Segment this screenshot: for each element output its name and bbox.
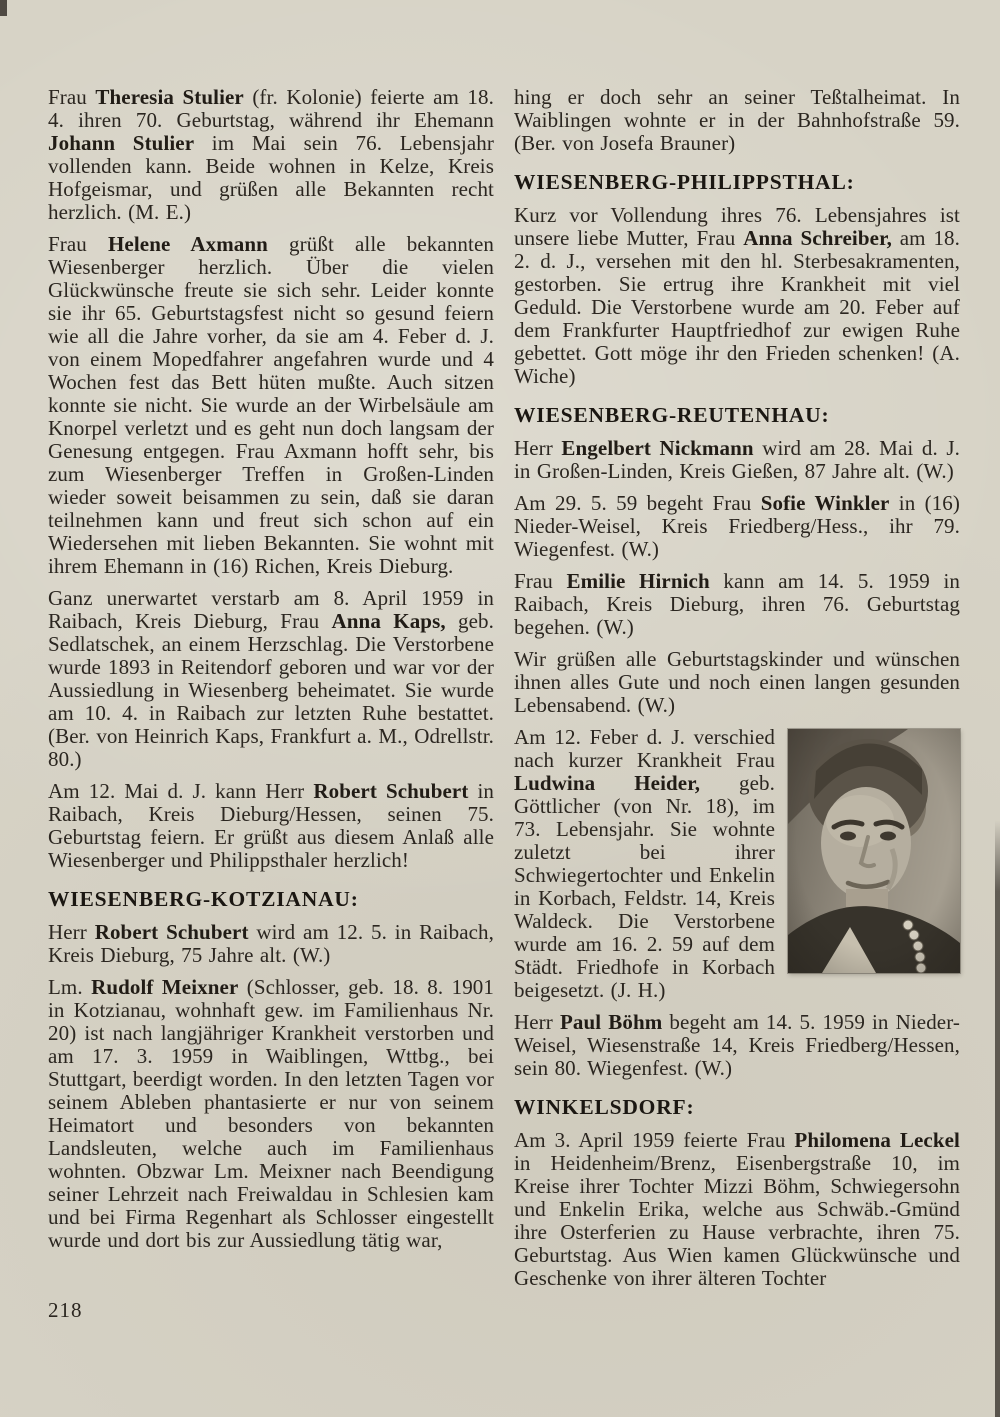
person-name: Paul Böhm [559, 1010, 663, 1034]
article-paragraph [514, 1129, 960, 1290]
text-run: in Raibach, Kreis Dieburg/Hessen, seinen 75. Geburtstag feiern. Er grüßt aus diesem Anlaß alle Wiesenberger und Philippsthaler herzlich! [48, 779, 494, 872]
text-run: in (16) Nieder-Weisel, Kreis Friedberg/Hess., ihr 79. Wiegenfest. (W.) [514, 491, 960, 561]
person-name: Anna Schreiber, [743, 226, 892, 250]
article-paragraph [48, 976, 494, 1252]
page-number: 218 [48, 1298, 83, 1322]
text-run: Kurz vor Vollendung ihres 76. Lebensjahres ist unsere liebe Mutter, Frau [514, 203, 960, 250]
text-run: kann am 14. 5. 1959 in Raibach, Kreis Dieburg, ihren 76. Geburtstag begehen. (W.) [514, 569, 960, 639]
person-name: Johann Stulier [48, 131, 195, 155]
person-name: Robert Schubert [94, 920, 249, 944]
section-heading: WINKELSDORF: [514, 1095, 695, 1119]
text-run: Ganz unerwartet verstarb am 8. April 1959 in Raibach, Kreis Dieburg, Frau [48, 586, 494, 633]
person-name: Theresia Stulier [95, 85, 244, 109]
section-heading: WIESENBERG-KOTZIANAU: [48, 887, 359, 911]
article-paragraph [48, 233, 494, 578]
text-run: am 18. 2. d. J., versehen mit den hl. Sterbesakramenten, gestorben. Sie ertrug ihre Krankheit mit viel Geduld. Die Verstorbene wurde am 20. Feber auf dem Frankfurter Hauptfriedhof zur ewigen Ruhe gebettet. Gott möge ihr den Frieden schenken! (A. Wiche) [514, 226, 961, 388]
text-run: Frau [48, 85, 96, 109]
article-paragraph [48, 780, 494, 872]
person-name: Rudolf Meixner [91, 975, 239, 999]
article-paragraph [514, 570, 960, 639]
person-name: Philomena Leckel [794, 1128, 960, 1152]
text-run: (Schlosser, geb. 18. 8. 1901 in Kotzianau, wohnhaft gew. im Familienhaus Nr. 20) ist nach langjähriger Krankheit verstorben und am 17. 3. 1959 in Waiblingen, Wttbg., bei Stuttgart, beerdigt worden. In den letzten Tagen vor seinem Ableben phantasierte er nur von seinem Heimatort und besonders von bekannten Landsleuten, welche auch im Familienhaus wohnten. Obzwar Lm. Meixner nach Beendigung seiner Lehrzeit nach Freiwaldau in Schlesien kam und bei Firma Regenhart als Schlosser eingestellt wurde und dort bis zur Aussiedlung tätig war, [48, 975, 494, 1252]
portrait-photo [788, 729, 960, 973]
person-name: Helene Axmann [108, 232, 268, 256]
section-heading: WIESENBERG-REUTENHAU: [514, 403, 830, 427]
scan-artifact-corner [0, 0, 7, 16]
text-run: wird am 12. 5. in Raibach, Kreis Dieburg, 75 Jahre alt. (W.) [48, 920, 494, 967]
text-run: Frau [48, 232, 108, 256]
text-run: begeht am 14. 5. 1959 in Nieder-Weisel, Wiesenstraße 14, Kreis Friedberg/Hessen, sein 80. Wiegenfest. (W.) [514, 1010, 960, 1080]
text-run: Am 12. Feber d. J. verschied nach kurzer Krankheit Frau [514, 725, 775, 772]
text-run: Am 29. 5. 59 begeht Frau [514, 491, 761, 515]
text-run: wird am 28. Mai d. J. in Großen-Linden, Kreis Gießen, 87 Jahre alt. (W.) [514, 436, 960, 483]
text-run: in Heidenheim/Brenz, Eisenbergstraße 10, im Kreise ihrer Tochter Mizzi Böhm, Schwiegersohn und Enkelin Erika, welche aus Schwäb.-Gmünd ihre Osterferien zu Hause verbrachte, ihren 75. Geburtstag. Aus Wien kamen Glückwünsche und Geschenke von ihrer älteren Tochter [514, 1151, 960, 1290]
text-run: geb. Sedlatschek, an einem Herzschlag. Die Verstorbene wurde 1893 in Reitendorf geboren und war vor der Aussiedlung in Wiesenberg beheimatet. Sie wurde am 10. 4. in Raibach zur letzten Ruhe bestattet. (Ber. von Heinrich Kaps, Frankfurt a. M., Odrellstr. 80.) [48, 609, 494, 771]
section-heading: WIESENBERG-PHILIPPSTHAL: [514, 170, 855, 194]
person-name: Emilie Hirnich [566, 569, 710, 593]
article-paragraph [514, 648, 960, 717]
article-paragraph [514, 86, 960, 155]
text-run: Am 3. April 1959 feierte Frau [514, 1128, 795, 1152]
text-run: (fr. Kolonie) feierte am 18. 4. ihren 70. Geburtstag, während ihr Ehemann [48, 85, 494, 132]
article-paragraph [514, 437, 960, 483]
text-columns [48, 86, 960, 1299]
text-run: hing er doch sehr an seiner Teßtalheimat. In Waiblingen wohnte er in der Bahnhofstraße 59. (Ber. von Josefa Brauner) [514, 85, 960, 155]
text-run: geb. Göttlicher (von Nr. 18), im 73. Lebensjahr. Sie wohnte zuletzt bei ihrer Schwiegertochter und Enkelin in Korbach, Feldstr. 14, Kreis Waldeck. Die Verstorbene wurde am 16. 2. 59 auf dem Städt. Friedhofe in Korbach beigesetzt. (J. H.) [514, 771, 775, 1002]
text-run: im Mai sein 76. Lebensjahr vollenden kann. Beide wohnen in Kelze, Kreis Hofgeismar, und grüßen alle Bekannten recht herzlich. (M. E.) [48, 131, 494, 224]
text-run: Herr [514, 1010, 560, 1034]
person-name: Ludwina Heider, [514, 771, 701, 795]
article-paragraph [514, 726, 960, 1002]
text-run: Wir grüßen alle Geburtstagskinder und wünschen ihnen alles Gute und noch einen langen gesunden Lebensabend. (W.) [514, 647, 960, 717]
text-run: grüßt alle bekannten Wiesenberger herzlich. Über die vielen Glückwünsche freute sie sich sehr. Leider konnte sie ihr 65. Geburtstagsfest nicht so gesund feiern wie all die Jahre vorher, da sie am 4. Feber d. J. von einem Mopedfahrer angefahren wurde und 4 Wochen fest das Bett hüten mußte. Auch sitzen konnte sie nicht. Sie wurde an der Wirbelsäule am Knorpel verletzt und es geht nun doch langsam der Genesung entgegen. Frau Axmann hofft sehr, bis zum Wiesenberger Treffen in Großen-Linden wieder soweit beisammen zu sein, daß sie daran teilnehmen kann und freut sich schon auf ein Wiedersehen mit lieben Bekannten. Sie wohnt mit ihrem Ehemann in (16) Richen, Kreis Dieburg. [48, 232, 494, 578]
article-paragraph [514, 204, 960, 388]
article-paragraph [514, 492, 960, 561]
article-paragraph [48, 86, 494, 224]
right-column [514, 86, 960, 1299]
person-name: Anna Kaps, [331, 609, 446, 633]
person-name: Engelbert Nickmann [561, 436, 754, 460]
article-paragraph [514, 1011, 960, 1080]
left-column [48, 86, 494, 1299]
text-run: Am 12. Mai d. J. kann Herr [48, 779, 314, 803]
scan-artifact-right-edge [995, 820, 1000, 1417]
portrait-photo-graphic [788, 729, 960, 973]
text-run: Herr [48, 920, 95, 944]
article-paragraph [48, 587, 494, 771]
text-run: Frau [514, 569, 567, 593]
text-run: Herr [514, 436, 562, 460]
person-name: Robert Schubert [313, 779, 469, 803]
person-name: Sofie Winkler [760, 491, 890, 515]
text-run: Lm. [48, 975, 92, 999]
article-paragraph [48, 921, 494, 967]
